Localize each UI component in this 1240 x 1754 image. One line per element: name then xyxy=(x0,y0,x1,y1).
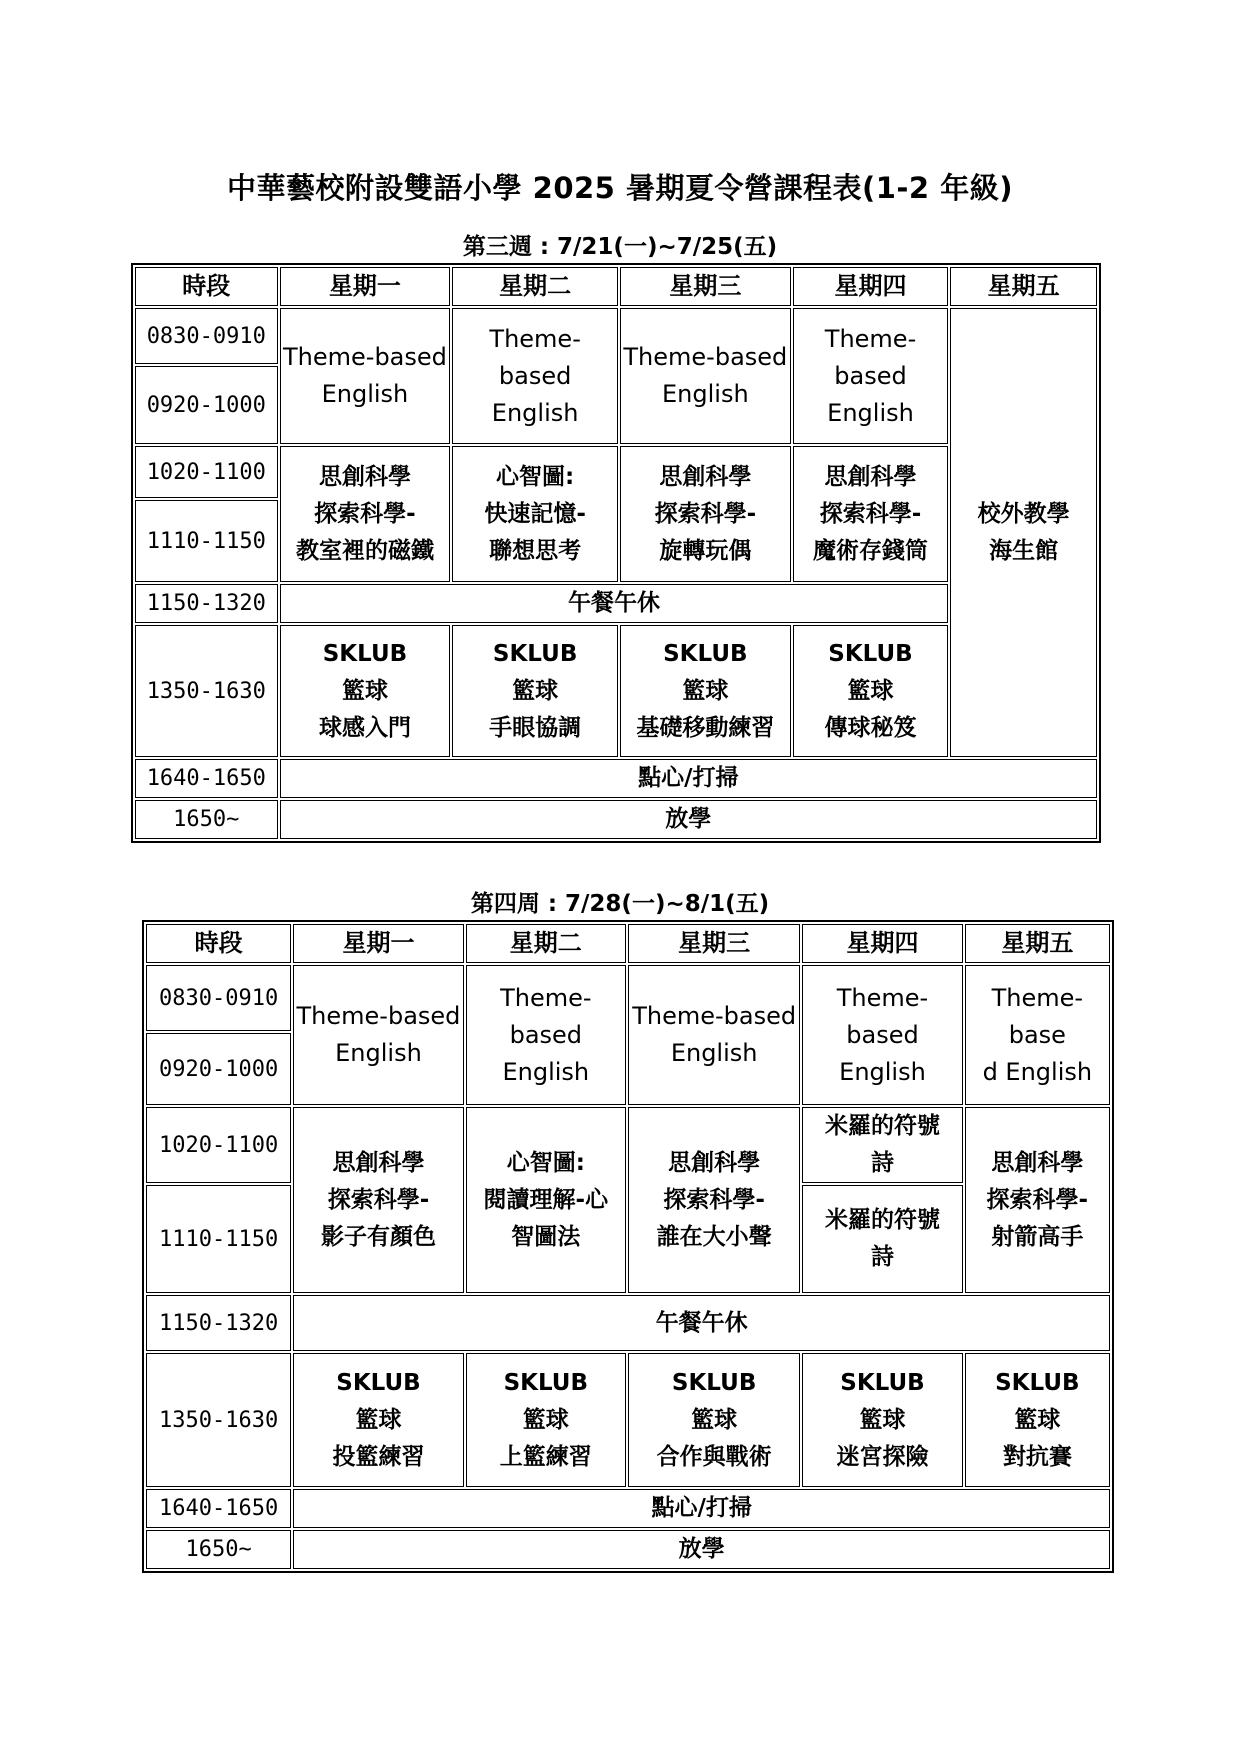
tue-sklub: SKLUB 籃球 上籃練習 xyxy=(466,1353,626,1487)
time-1650: 1650~ xyxy=(135,800,278,839)
table-row xyxy=(135,800,1097,839)
header-monday: 星期一 xyxy=(280,267,451,306)
time-1150: 1150-1320 xyxy=(135,584,278,623)
time-1110: 1110-1150 xyxy=(146,1185,291,1293)
week4-schedule-table xyxy=(142,920,1114,1573)
week4-heading: 第四周 : 7/28(一)~8/1(五) xyxy=(470,891,770,917)
time-1150: 1150-1320 xyxy=(146,1295,291,1351)
header-wednesday: 星期三 xyxy=(628,924,800,963)
dismissal: 放學 xyxy=(293,1530,1110,1569)
table-row xyxy=(135,759,1097,798)
lunch-break: 午餐午休 xyxy=(293,1295,1110,1351)
header-tuesday: 星期二 xyxy=(452,267,618,306)
header-friday: 星期五 xyxy=(950,267,1097,306)
header-tuesday: 星期二 xyxy=(466,924,626,963)
header-monday: 星期一 xyxy=(293,924,463,963)
wed-sklub: SKLUB 籃球 基礎移動練習 xyxy=(620,625,791,757)
time-1640: 1640-1650 xyxy=(146,1489,291,1528)
tue-sklub: SKLUB 籃球 手眼協調 xyxy=(452,625,618,757)
wed-english: Theme-based English xyxy=(628,965,800,1105)
page-title: 中華藝校附設雙語小學 2025 暑期夏令營課程表(1-2 年級) xyxy=(227,171,1013,205)
thu-science: 思創科學 探索科學- 魔術存錢筒 xyxy=(793,446,949,582)
header-wednesday: 星期三 xyxy=(620,267,791,306)
header-thursday: 星期四 xyxy=(802,924,962,963)
time-1110: 1110-1150 xyxy=(135,500,278,582)
fri-english: Theme-base d English xyxy=(965,965,1110,1105)
time-1350: 1350-1630 xyxy=(146,1353,291,1487)
header-friday: 星期五 xyxy=(965,924,1110,963)
wed-sklub: SKLUB 籃球 合作與戰術 xyxy=(628,1353,800,1487)
time-1020: 1020-1100 xyxy=(135,446,278,498)
mon-sklub: SKLUB 籃球 球感入門 xyxy=(280,625,451,757)
header-row xyxy=(146,924,1110,963)
snack-cleanup: 點心/打掃 xyxy=(293,1489,1110,1528)
mon-english: Theme-based English xyxy=(293,965,463,1105)
table-row xyxy=(146,1107,1110,1183)
fri-science: 思創科學 探索科學- 射箭高手 xyxy=(965,1107,1110,1293)
table-row xyxy=(146,1530,1110,1569)
time-0830: 0830-0910 xyxy=(135,308,278,364)
table-row xyxy=(146,1489,1110,1528)
tue-english: Theme-based English xyxy=(466,965,626,1105)
week3-heading: 第三週 : 7/21(一)~7/25(五) xyxy=(462,234,778,260)
time-1640: 1640-1650 xyxy=(135,759,278,798)
table-row xyxy=(146,1353,1110,1487)
time-1020: 1020-1100 xyxy=(146,1107,291,1183)
thu-miro-poetry-1: 米羅的符號 詩 xyxy=(802,1107,962,1183)
thu-sklub: SKLUB 籃球 迷宮探險 xyxy=(802,1353,962,1487)
dismissal: 放學 xyxy=(280,800,1097,839)
mon-science: 思創科學 探索科學- 影子有顏色 xyxy=(293,1107,463,1293)
mon-sklub: SKLUB 籃球 投籃練習 xyxy=(293,1353,463,1487)
week3-schedule-table xyxy=(131,263,1101,843)
time-1350: 1350-1630 xyxy=(135,625,278,757)
time-1650: 1650~ xyxy=(146,1530,291,1569)
header-time: 時段 xyxy=(135,267,278,306)
wed-science: 思創科學 探索科學- 旋轉玩偶 xyxy=(620,446,791,582)
fri-sklub: SKLUB 籃球 對抗賽 xyxy=(965,1353,1110,1487)
thu-english: Theme-based English xyxy=(793,308,949,444)
header-thursday: 星期四 xyxy=(793,267,949,306)
wed-english: Theme-based English xyxy=(620,308,791,444)
thu-miro-poetry-2: 米羅的符號 詩 xyxy=(802,1185,962,1293)
snack-cleanup: 點心/打掃 xyxy=(280,759,1097,798)
mon-science: 思創科學 探索科學- 教室裡的磁鐵 xyxy=(280,446,451,582)
thu-sklub: SKLUB 籃球 傳球秘笈 xyxy=(793,625,949,757)
wed-science: 思創科學 探索科學- 誰在大小聲 xyxy=(628,1107,800,1293)
table-row xyxy=(135,308,1097,364)
time-0920: 0920-1000 xyxy=(146,1033,291,1105)
header-row xyxy=(135,267,1097,306)
time-0830: 0830-0910 xyxy=(146,965,291,1031)
tue-english: Theme-based English xyxy=(452,308,618,444)
table-row xyxy=(146,965,1110,1031)
time-0920: 0920-1000 xyxy=(135,366,278,444)
table-row xyxy=(146,1295,1110,1351)
tue-mindmap: 心智圖: 快速記憶- 聯想思考 xyxy=(452,446,618,582)
mon-english: Theme-based English xyxy=(280,308,451,444)
fri-field-trip: 校外教學 海生館 xyxy=(950,308,1097,757)
tue-mindmap: 心智圖: 閱讀理解-心 智圖法 xyxy=(466,1107,626,1293)
thu-english: Theme-based English xyxy=(802,965,962,1105)
lunch-break: 午餐午休 xyxy=(280,584,949,623)
header-time: 時段 xyxy=(146,924,291,963)
